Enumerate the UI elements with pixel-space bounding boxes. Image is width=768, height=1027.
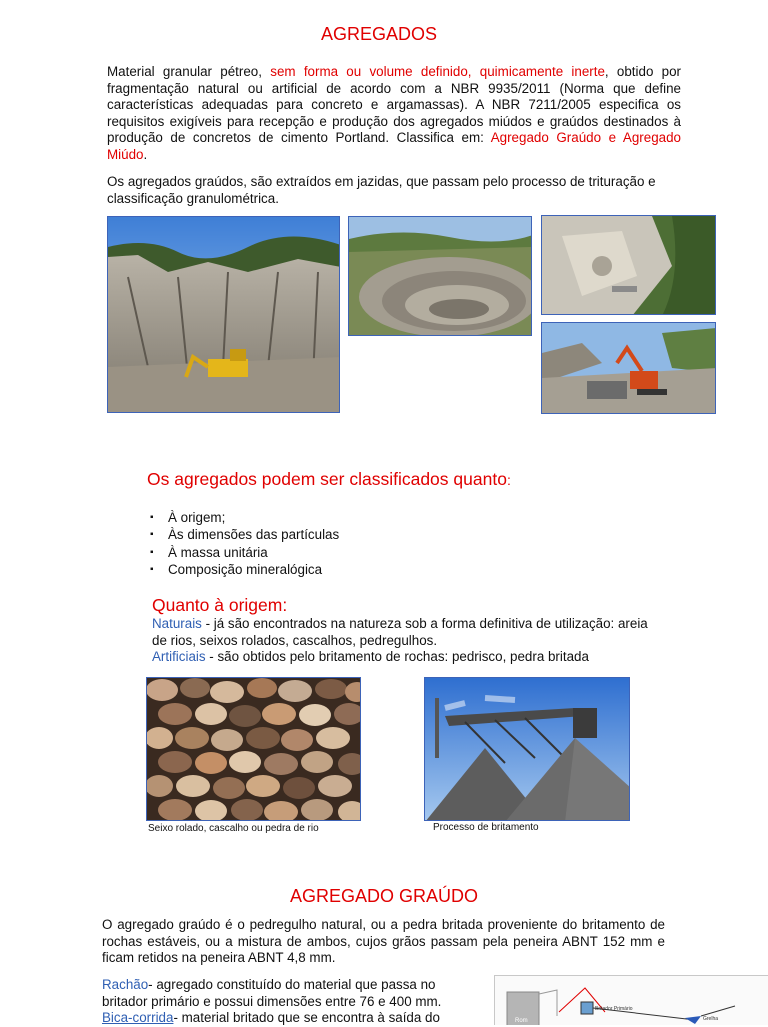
process-diagram [494,975,768,1025]
naturais-text: - já são encontrados na natureza sob a forma definitiva de utilização: areia de rios, seixos rolados, cascalhos, pedregulhos. [152,616,648,648]
origin-paragraph [152,616,662,666]
bica-text: - material britado que se encontra à saída do [173,1010,440,1026]
crushing-photo [424,677,630,821]
intro-text-c: . [143,146,148,162]
graudo-types [102,977,472,1027]
bica-label: Bica-corrida [102,1010,174,1026]
quarry-photo-aerial [541,215,716,315]
classification-heading [147,469,511,490]
list-item: ▪ À origem; [146,509,339,526]
page-title: AGREGADOS [320,24,438,44]
list-item: ▪ À massa unitária [146,544,339,561]
intro-text-b: , obtido por fragmentação natural ou artificial de acordo com a NBR 9935/2011 (Norma que define características adequadas para concreto e argamassas). A NBR 7211/2005 especifica os requisitos exigíveis para recepção e produção dos agregados miúdos e graúdos destinados à produção de concretos de cimento Portland. Classifica em: [107,64,682,146]
quarry-photo-wall [107,216,340,413]
crushing-caption: Processo de britamento [433,822,539,833]
graudo-title: AGREGADO GRAÚDO [289,886,479,906]
intro-highlight: sem forma ou volume definido, quimicamente inerte [270,64,605,79]
classification-list [146,509,339,579]
classification-heading-text: Os agregados podem ser classificados quanto [147,469,507,489]
intro-paragraph-2: Os agregados graúdos, são extraídos em jazidas, que passam pelo processo de trituração e classificação granulométrica. [107,174,656,206]
diagram-britador-label: Britador Primário [595,1006,633,1012]
pebbles-photo [146,677,361,821]
diagram-grelha-label: Grelha [703,1016,719,1022]
graudo-paragraph: O agregado graúdo é o pedregulho natural, ou a pedra britada proveniente do britamento de rochas estáveis, ou a mistura de ambos, cujos grãos passam pela peneira ABNT 152 mm e ficam retidos na peneira ABNT 4,8 mm. [102,917,665,966]
list-item: ▪ Composição mineralógica [146,561,339,578]
artificiais-label: Artificiais [152,649,206,665]
intro-paragraph [107,64,681,164]
intro-text-a: Material granular pétreo, [107,64,271,79]
intro-classification: Agregado Graúdo e Agregado Miúdo [107,130,681,162]
classification-heading-colon: : [506,472,511,488]
quarry-photo-pit [348,216,532,336]
diagram-box-label: Rom [515,1018,528,1024]
list-item: ▪ Às dimensões das partículas [146,526,339,543]
artificiais-text: - são obtidos pelo britamento de rochas: pedrisco, pedra britada [205,649,589,665]
rachao-label: Rachão [102,977,149,992]
origin-heading: Quanto à origem: [152,595,288,615]
pebbles-caption: Seixo rolado, cascalho ou pedra de rio [148,823,319,834]
naturais-label: Naturais [152,616,202,631]
quarry-photo-excavator [541,322,716,414]
rachao-text: - agregado constituído do material que passa no britador primário e possui dimensões entre 76 e 400 mm. [102,977,442,1009]
